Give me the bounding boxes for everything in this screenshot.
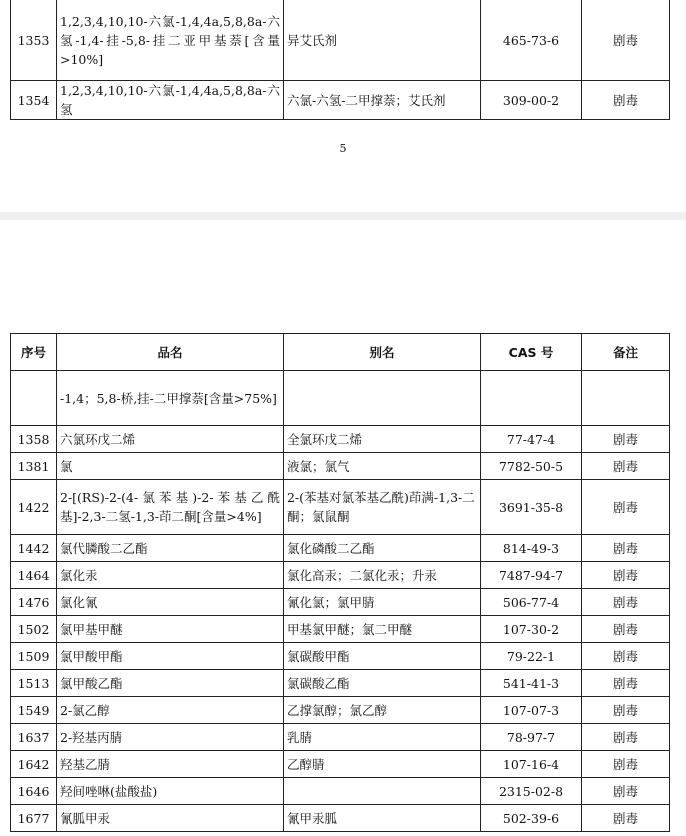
cell-note: 剧毒 <box>582 562 670 589</box>
cell-cas: 107-30-2 <box>481 616 582 643</box>
cell-note: 剧毒 <box>582 535 670 562</box>
table-row <box>11 805 670 832</box>
cell-num: 1422 <box>11 480 57 535</box>
cell-cas: 79-22-1 <box>481 643 582 670</box>
cell-num: 1442 <box>11 535 57 562</box>
cell-alias: 2-(苯基对氯苯基乙酰)茚满-1,3-二酮；氯鼠酮 <box>284 480 481 535</box>
cell-alias: 氯碳酸甲酯 <box>284 643 481 670</box>
table-row <box>11 535 670 562</box>
page-gap <box>0 212 686 220</box>
cell-num: 1381 <box>11 453 57 480</box>
cell-alias: 乙醇腈 <box>284 751 481 778</box>
cell-note: 剧毒 <box>582 778 670 805</box>
table-header-row <box>11 334 670 371</box>
top-table <box>10 0 670 120</box>
cell-num: 1642 <box>11 751 57 778</box>
cell-cas: 107-07-3 <box>481 697 582 724</box>
cell-cas: 502-39-6 <box>481 805 582 832</box>
cell-alias <box>284 778 481 805</box>
cell-name: 氯甲酸甲酯 <box>57 643 284 670</box>
page-number: 5 <box>339 142 347 155</box>
chemical-table <box>10 333 670 832</box>
cell-alias: 氯化高汞；二氯化汞；升汞 <box>284 562 481 589</box>
table-row <box>11 670 670 697</box>
cell-name: 六氯环戊二烯 <box>57 426 284 453</box>
cell-alias: 全氯环戊二烯 <box>284 426 481 453</box>
cell-cas: 506-77-4 <box>481 589 582 616</box>
cell-cas: 2315-02-8 <box>481 778 582 805</box>
table-row <box>11 778 670 805</box>
page-top <box>0 0 686 212</box>
cell-name: 1,2,3,4,10,10-六氯-1,4,4a,5,8,8a-六氢-1,4-挂-5,8-挂二亚甲基萘[含量>10%] <box>57 0 284 81</box>
cell-note: 剧毒 <box>582 805 670 832</box>
cell-cas: 78-97-7 <box>481 724 582 751</box>
page-bottom <box>0 220 686 836</box>
cell-name: 2-羟基丙腈 <box>57 724 284 751</box>
cell-note: 剧毒 <box>582 480 670 535</box>
cell-note: 剧毒 <box>582 751 670 778</box>
cell-alias: 氯碳酸乙酯 <box>284 670 481 697</box>
cell-cas: 814-49-3 <box>481 535 582 562</box>
cell-name: 1,2,3,4,10,10-六氯-1,4,4a,5,8,8a-六氢 <box>57 81 284 120</box>
cell-alias: 液氯；氯气 <box>284 453 481 480</box>
cell-name: 羟基乙腈 <box>57 751 284 778</box>
cell-note: 剧毒 <box>582 616 670 643</box>
table-row <box>11 751 670 778</box>
cell-name: -1,4；5,8-桥,挂-二甲撑萘[含量>75%] <box>57 371 284 426</box>
cell-cas: 77-47-4 <box>481 426 582 453</box>
cell-name: 2-氯乙醇 <box>57 697 284 724</box>
cell-num: 1502 <box>11 616 57 643</box>
cell-cas: 465-73-6 <box>481 0 582 81</box>
cell-num <box>11 371 57 426</box>
cell-note: 剧毒 <box>582 426 670 453</box>
cell-alias <box>284 371 481 426</box>
cell-num: 1354 <box>11 81 57 120</box>
continuation-row <box>11 371 670 426</box>
cell-note: 剧毒 <box>582 453 670 480</box>
cell-note: 剧毒 <box>582 724 670 751</box>
cell-num: 1358 <box>11 426 57 453</box>
header-note: 备注 <box>582 334 670 371</box>
cell-name: 氰胍甲汞 <box>57 805 284 832</box>
cell-alias: 甲基氯甲醚；氯二甲醚 <box>284 616 481 643</box>
cell-name: 氯代膦酸二乙酯 <box>57 535 284 562</box>
cell-alias: 异艾氏剂 <box>284 0 481 81</box>
cell-num: 1549 <box>11 697 57 724</box>
cell-num: 1677 <box>11 805 57 832</box>
cell-note: 剧毒 <box>582 0 670 81</box>
cell-note: 剧毒 <box>582 589 670 616</box>
cell-note: 剧毒 <box>582 697 670 724</box>
table-row <box>11 81 670 120</box>
cell-cas: 7487-94-7 <box>481 562 582 589</box>
cell-num: 1353 <box>11 0 57 81</box>
cell-name: 氯化汞 <box>57 562 284 589</box>
table-row <box>11 697 670 724</box>
cell-note: 剧毒 <box>582 81 670 120</box>
cell-name: 氯 <box>57 453 284 480</box>
cell-num: 1637 <box>11 724 57 751</box>
cell-alias: 乳腈 <box>284 724 481 751</box>
cell-name: 氯甲酸乙酯 <box>57 670 284 697</box>
table-row <box>11 480 670 535</box>
cell-cas: 309-00-2 <box>481 81 582 120</box>
cell-name: 2-[(RS)-2-(4-氯苯基)-2-苯基乙酰基]-2,3-二氢-1,3-茚二酮[含量>4%] <box>57 480 284 535</box>
cell-alias: 乙撑氯醇；氯乙醇 <box>284 697 481 724</box>
cell-num: 1646 <box>11 778 57 805</box>
header-name: 品名 <box>57 334 284 371</box>
cell-alias: 氰甲汞胍 <box>284 805 481 832</box>
cell-note: 剧毒 <box>582 643 670 670</box>
cell-name: 氯化氰 <box>57 589 284 616</box>
header-num: 序号 <box>11 334 57 371</box>
table-row <box>11 724 670 751</box>
cell-alias: 氯化磷酸二乙酯 <box>284 535 481 562</box>
table-row <box>11 453 670 480</box>
cell-alias: 六氯-六氢-二甲撑萘；艾氏剂 <box>284 81 481 120</box>
header-cas: CAS 号 <box>481 334 582 371</box>
table-row <box>11 643 670 670</box>
table-row <box>11 589 670 616</box>
table-row <box>11 0 670 81</box>
header-alias: 别名 <box>284 334 481 371</box>
cell-cas: 3691-35-8 <box>481 480 582 535</box>
cell-cas: 7782-50-5 <box>481 453 582 480</box>
cell-num: 1464 <box>11 562 57 589</box>
cell-note: 剧毒 <box>582 670 670 697</box>
cell-cas: 541-41-3 <box>481 670 582 697</box>
table-row <box>11 426 670 453</box>
cell-name: 氯甲基甲醚 <box>57 616 284 643</box>
cell-alias: 氰化氯；氯甲腈 <box>284 589 481 616</box>
cell-num: 1513 <box>11 670 57 697</box>
cell-note <box>582 371 670 426</box>
cell-cas <box>481 371 582 426</box>
table-row <box>11 562 670 589</box>
cell-num: 1509 <box>11 643 57 670</box>
cell-num: 1476 <box>11 589 57 616</box>
cell-cas: 107-16-4 <box>481 751 582 778</box>
table-row <box>11 616 670 643</box>
cell-name: 羟间唑啉(盐酸盐) <box>57 778 284 805</box>
